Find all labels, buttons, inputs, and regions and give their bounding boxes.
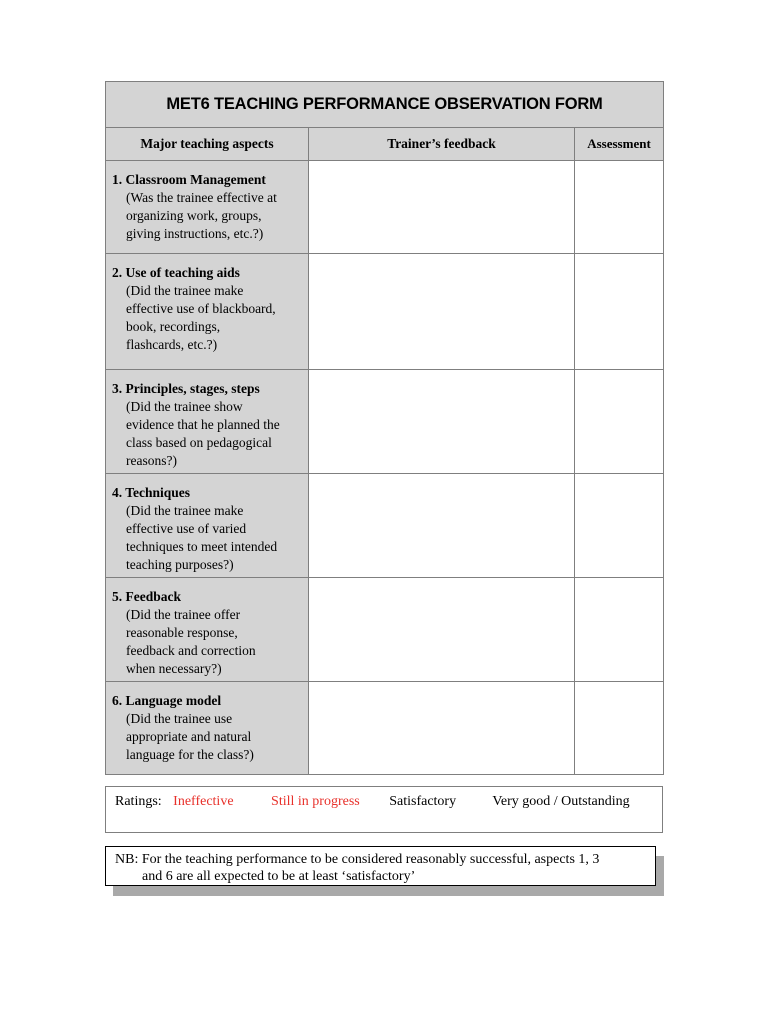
feedback-field[interactable] [309, 474, 575, 578]
title-row [106, 82, 664, 128]
aspect-desc-line: (Did the trainee show [126, 399, 243, 414]
ratings-row [115, 794, 630, 810]
rating-ineffective: Ineffective [173, 794, 234, 809]
aspect-desc-line: effective use of blackboard, [126, 301, 276, 316]
aspect-row-4 [106, 474, 664, 578]
aspect-title: 6. Language model [112, 693, 222, 708]
aspect-desc-line: appropriate and natural [126, 729, 252, 744]
header-feedback: Trainer’s feedback [309, 128, 575, 161]
aspect-cell [106, 161, 309, 254]
aspect-desc-line: flashcards, etc.?) [126, 337, 218, 352]
aspect-desc-line: effective use of varied [126, 521, 247, 536]
note-box [105, 846, 656, 886]
assessment-field[interactable] [575, 161, 664, 254]
assessment-field[interactable] [575, 474, 664, 578]
aspect-row-2 [106, 254, 664, 370]
aspect-row-6 [106, 682, 664, 775]
note-line-2: and 6 are all expected to be at least ‘satisfactory’ [142, 869, 416, 884]
note-line-1: NB: For the teaching performance to be considered reasonably successful, aspects 1, 3 [115, 852, 600, 867]
aspect-row-1 [106, 161, 664, 254]
rating-still-in-progress: Still in progress [271, 794, 360, 809]
header-assessment: Assessment [575, 128, 664, 161]
feedback-field[interactable] [309, 682, 575, 775]
aspect-title: 5. Feedback [112, 589, 181, 604]
aspect-desc-line: (Did the trainee offer [126, 607, 241, 622]
feedback-field[interactable] [309, 254, 575, 370]
aspect-desc-line: organizing work, groups, [126, 208, 262, 223]
aspect-desc-line: teaching purposes?) [126, 557, 234, 572]
form-title: MET6 TEACHING PERFORMANCE OBSERVATION FORM [106, 82, 664, 128]
rating-satisfactory: Satisfactory [389, 794, 457, 809]
aspect-cell [106, 578, 309, 682]
aspect-desc-line: evidence that he planned the [126, 417, 280, 432]
header-aspects: Major teaching aspects [106, 128, 309, 161]
aspect-cell [106, 474, 309, 578]
aspect-desc-line: book, recordings, [126, 319, 221, 334]
assessment-field[interactable] [575, 578, 664, 682]
rating-very-good-outstanding: Very good / Outstanding [492, 794, 630, 809]
aspect-desc-line: (Did the trainee make [126, 503, 244, 518]
aspect-desc-line: (Was the trainee effective at [126, 190, 277, 205]
ratings-label: Ratings: [115, 794, 162, 809]
feedback-field[interactable] [309, 161, 575, 254]
aspect-cell [106, 370, 309, 474]
aspect-title: 4. Techniques [112, 485, 191, 500]
assessment-field[interactable] [575, 254, 664, 370]
aspect-desc-line: reasons?) [126, 453, 177, 468]
aspect-title: 1. Classroom Management [112, 172, 266, 187]
aspect-desc-line: language for the class?) [126, 747, 254, 762]
aspect-desc-line: giving instructions, etc.?) [126, 226, 264, 241]
aspect-cell [106, 682, 309, 775]
aspect-row-3 [106, 370, 664, 474]
ratings-box [105, 786, 663, 833]
header-row [106, 128, 664, 161]
aspect-desc-line: when necessary?) [126, 661, 222, 676]
feedback-field[interactable] [309, 370, 575, 474]
observation-form-table [105, 81, 664, 775]
feedback-field[interactable] [309, 578, 575, 682]
aspect-desc-line: class based on pedagogical [126, 435, 272, 450]
aspect-cell [106, 254, 309, 370]
aspect-title: 3. Principles, stages, steps [112, 381, 260, 396]
aspect-desc-line: techniques to meet intended [126, 539, 278, 554]
aspect-row-5 [106, 578, 664, 682]
aspect-desc-line: reasonable response, [126, 625, 238, 640]
aspect-desc-line: (Did the trainee make [126, 283, 244, 298]
aspect-desc-line: feedback and correction [126, 643, 256, 658]
assessment-field[interactable] [575, 682, 664, 775]
assessment-field[interactable] [575, 370, 664, 474]
aspect-desc-line: (Did the trainee use [126, 711, 233, 726]
aspect-title: 2. Use of teaching aids [112, 265, 240, 280]
